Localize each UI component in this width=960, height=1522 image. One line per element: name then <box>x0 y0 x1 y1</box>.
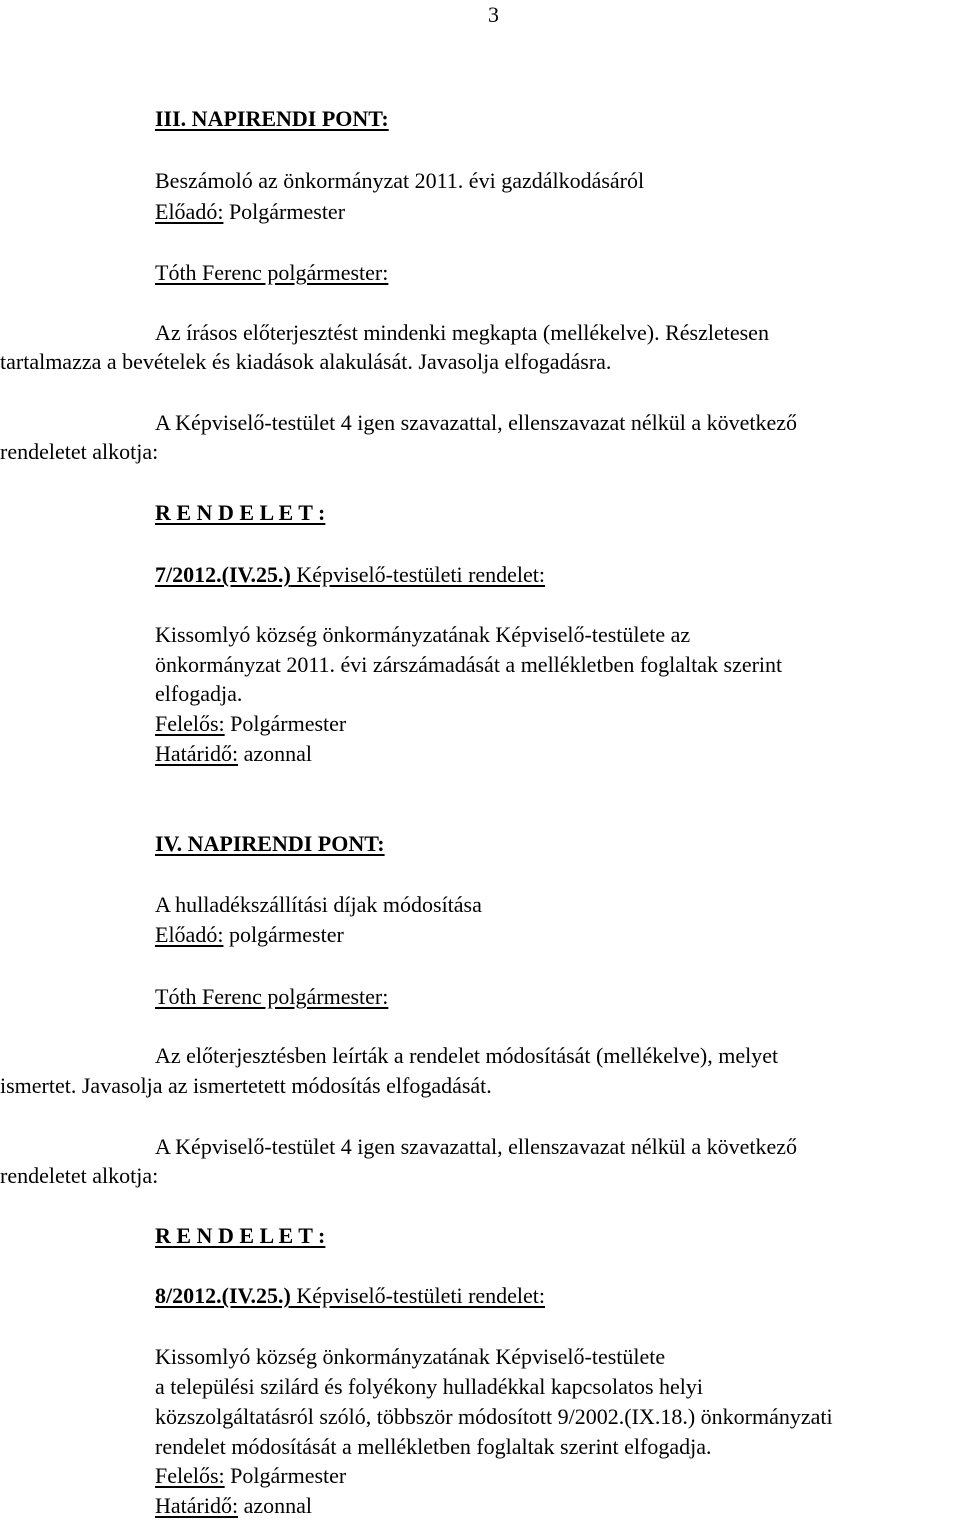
vote-line: rendeletet alkotja: <box>0 1163 159 1188</box>
vote-line: rendeletet alkotja: <box>0 439 159 464</box>
responsible-value: Polgármester <box>224 1463 347 1488</box>
statement-line: tartalmazza a bevételek és kiadások alakulását. Javasolja elfogadásra. <box>0 349 612 374</box>
deadline-line <box>155 1493 312 1519</box>
section-heading: IV. NAPIRENDI PONT: <box>155 831 385 856</box>
presenter-value: Polgármester <box>223 199 346 224</box>
deadline-label: Határidő: <box>155 741 239 766</box>
section-heading: III. NAPIRENDI PONT: <box>155 106 389 131</box>
responsible-label: Felelős: <box>155 711 225 736</box>
deadline-value: azonnal <box>238 1493 312 1518</box>
decree-body-line: rendelet módosítását a mellékletben foglaltak szerint elfogadja. <box>155 1434 712 1459</box>
statement-line: Az előterjesztésben leírták a rendelet módosítását (mellékelve), melyet <box>155 1043 779 1068</box>
decree-title: Képviselő-testületi rendelet: <box>290 562 546 587</box>
statement-line: Az írásos előterjesztést mindenki megkapta (mellékelve). Részletesen <box>155 320 769 345</box>
responsible-label: Felelős: <box>155 1463 225 1488</box>
decree-body-line: Kissomlyó község önkormányzatának Képviselő-testülete <box>155 1344 666 1369</box>
presenter-line <box>155 922 344 948</box>
presenter-value: polgármester <box>223 922 344 947</box>
speaker-label: Tóth Ferenc polgármester: <box>155 260 389 285</box>
decree-title: Képviselő-testületi rendelet: <box>290 1283 546 1308</box>
page-number: 3 <box>488 2 499 27</box>
presenter-line <box>155 199 345 225</box>
statement-line: ismertet. Javasolja az ismertetett módosítás elfogadását. <box>0 1073 492 1098</box>
decree-number: 7/2012.(IV.25.) <box>155 562 291 587</box>
responsible-line <box>155 711 346 737</box>
decree-body-line: önkormányzat 2011. évi zárszámadását a mellékletben foglaltak szerint <box>155 652 783 677</box>
deadline-label: Határidő: <box>155 1493 239 1518</box>
decree-body-line: a települési szilárd és folyékony hulladékkal kapcsolatos helyi <box>155 1374 704 1399</box>
decree-body-line: elfogadja. <box>155 681 243 706</box>
vote-line: A Képviselő-testület 4 igen szavazattal, ellenszavazat nélkül a következő <box>155 410 798 435</box>
decree-body-line: Kissomlyó község önkormányzatának Képviselő-testülete az <box>155 622 691 647</box>
decree-body-line: közszolgáltatásról szóló, többször módosított 9/2002.(IX.18.) önkormányzati <box>155 1404 833 1429</box>
presenter-label: Előadó: <box>155 922 224 947</box>
speaker-label: Tóth Ferenc polgármester: <box>155 984 389 1009</box>
decision-heading: R E N D E L E T : <box>155 1223 326 1248</box>
section-topic: A hulladékszállítási díjak módosítása <box>155 892 482 917</box>
presenter-label: Előadó: <box>155 199 224 224</box>
responsible-value: Polgármester <box>224 711 347 736</box>
decree-number: 8/2012.(IV.25.) <box>155 1283 291 1308</box>
deadline-value: azonnal <box>238 741 312 766</box>
vote-line: A Képviselő-testület 4 igen szavazattal, ellenszavazat nélkül a következő <box>155 1134 798 1159</box>
decree-line <box>155 562 545 588</box>
section-topic: Beszámoló az önkormányzat 2011. évi gazdálkodásáról <box>155 168 645 193</box>
responsible-line <box>155 1463 346 1489</box>
decision-heading: R E N D E L E T : <box>155 500 326 525</box>
deadline-line <box>155 741 312 767</box>
decree-line <box>155 1283 545 1309</box>
